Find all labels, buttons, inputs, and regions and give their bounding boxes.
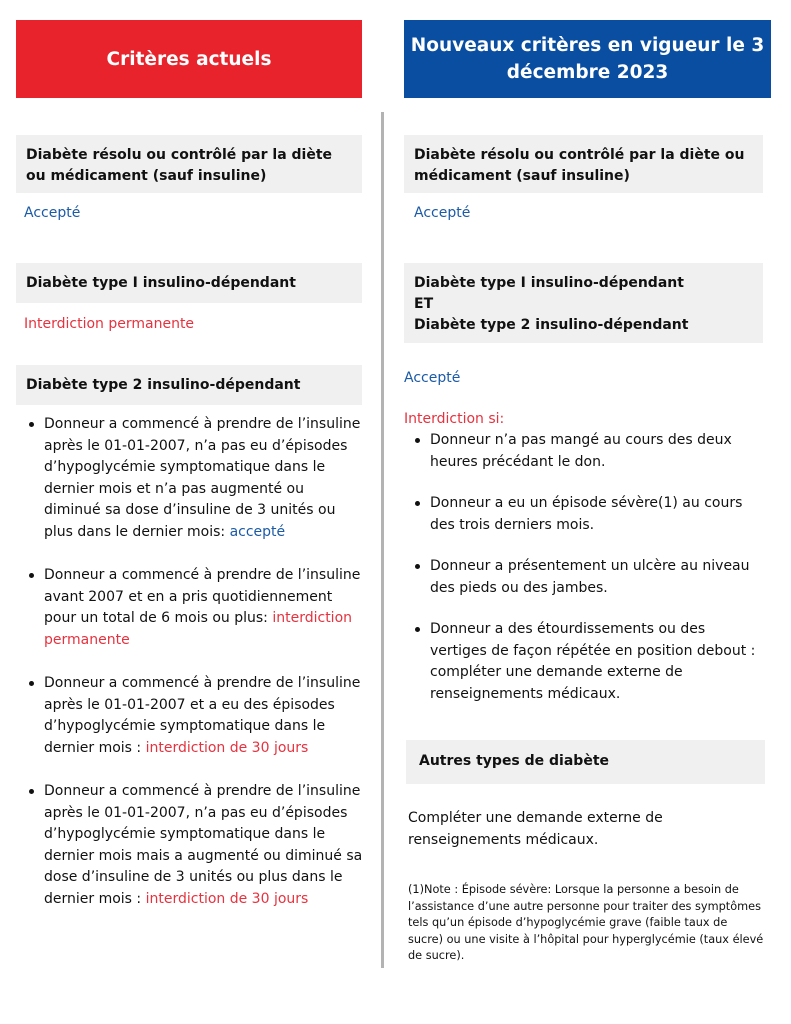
right-section-resolved-title: Diabète résolu ou contrôlé par la diète ou médicament (sauf insuline) [404, 135, 763, 193]
list-item: Donneur a commencé à prendre de l’insuline après le 01-01-2007 et a eu des épisodes d’hypoglycémie symptomatique dans le dernier mois : interdiction de 30 jours [44, 673, 364, 759]
right-section-other-text: Compléter une demande externe de renseignements médicaux. [408, 810, 663, 848]
list-item: Donneur a commencé à prendre de l’insuline après le 01-01-2007, n’a pas eu d’épisodes d’hypoglycémie symptomatique dans le dernier mois mais a augmenté ou diminué sa dose d’insuline de 3 unités ou plus dans le dernier mois : interdiction de 30 jours [44, 781, 364, 910]
list-item: Donneur a commencé à prendre de l’insuline après le 01-01-2007, n’a pas eu d’épisodes d’hypoglycémie symptomatique dans le dernier mois et n’a pas augmenté ou diminué sa dose d’insuline de 3 unités ou plus dans le dernier mois: accepté [44, 414, 364, 543]
current-criteria-title: Critères actuels [106, 48, 272, 70]
list-item: Donneur a présentement un ulcère au niveau des pieds ou des jambes. [430, 556, 765, 599]
right-interdiction-bullet-list [410, 430, 765, 705]
bullet-result: interdiction permanente [44, 610, 353, 648]
bullet-result: interdiction de 30 jours [145, 890, 309, 907]
new-criteria-header [404, 20, 771, 98]
list-item: Donneur a commencé à prendre de l’insuline avant 2007 et en a pris quotidiennement pour un total de 6 mois ou plus: interdiction permanente [44, 565, 364, 651]
right-section-other-title: Autres types de diabète [406, 740, 765, 784]
left-section-type1-status: Interdiction permanente [24, 316, 195, 332]
new-criteria-title: Nouveaux critères en vigueur le 3 décembre 2023 [410, 35, 765, 83]
left-section-resolved-title: Diabète résolu ou contrôlé par la diète ou médicament (sauf insuline) [16, 135, 362, 193]
left-section-type1-title: Diabète type I insulino-dépendant [16, 263, 362, 303]
right-section-resolved-status: Accepté [414, 205, 471, 221]
left-section-resolved-status: Accepté [24, 205, 81, 221]
right-interdiction-label: Interdiction si: [404, 411, 505, 427]
bullet-result: accepté [229, 523, 286, 540]
list-item: Donneur a des étourdissements ou des vertiges de façon répétée en position debout : compléter une demande externe de renseignements médicaux. [430, 619, 765, 705]
column-divider [381, 112, 384, 968]
bullet-result: interdiction de 30 jours [145, 739, 309, 756]
list-item: Donneur a eu un épisode sévère(1) au cours des trois derniers mois. [430, 493, 765, 536]
left-type2-bullet-list [24, 414, 364, 910]
footnote: (1)Note : Épisode sévère: Lorsque la personne a besoin de l’assistance d’une autre personne pour traiter des symptômes tels qu’un épisode d’hypoglycémie grave (faible taux de sucre) ou une visite à l’hôpital pour hyperglycémie (taux élevé de sucre). [408, 883, 764, 962]
current-criteria-header [16, 20, 362, 98]
right-insulin-title-line3: Diabète type 2 insulino-dépendant [414, 317, 689, 333]
right-insulin-title-line1: Diabète type I insulino-dépendant [414, 275, 684, 291]
right-insulin-title-line2: ET [414, 296, 434, 312]
left-section-type2-title: Diabète type 2 insulino-dépendant [16, 365, 362, 405]
right-section-insulin-title [404, 263, 763, 343]
list-item: Donneur n’a pas mangé au cours des deux heures précédant le don. [430, 430, 765, 473]
right-section-insulin-status: Accepté [404, 370, 461, 386]
